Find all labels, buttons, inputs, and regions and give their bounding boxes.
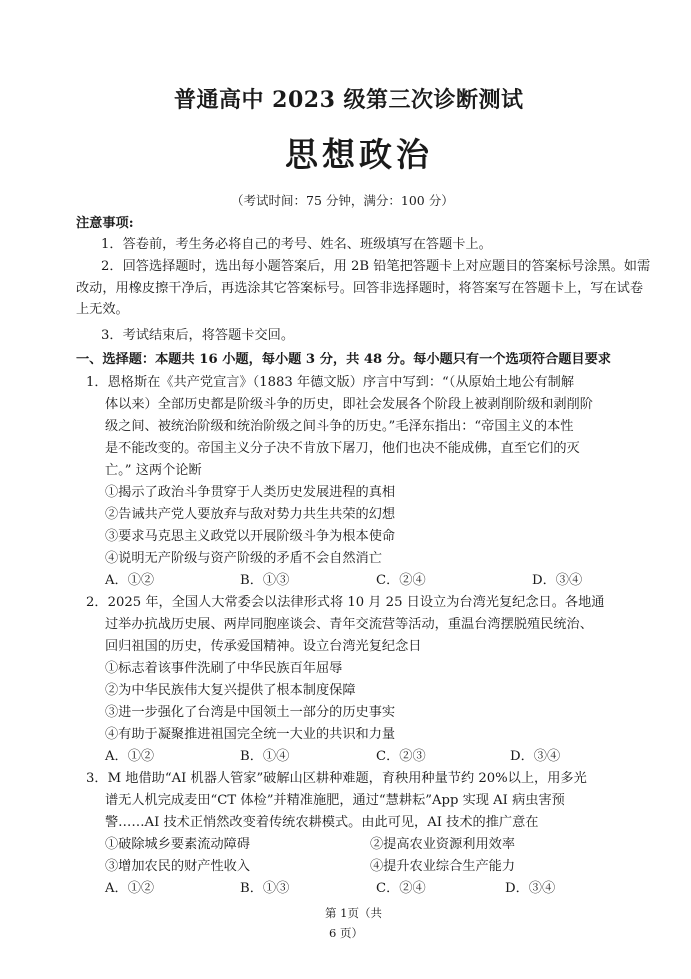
note-line: 改动，用橡皮擦干净后，再选涂其它答案标号。回答非选择题时，将答案写在答题卡上，写在试卷 bbox=[76, 281, 644, 296]
question-stem-line: 回归祖国的历史，传承爱国精神。设立台湾光复纪念日 bbox=[105, 639, 422, 654]
question-item: ④提升农业综合生产能力 bbox=[370, 859, 516, 874]
note-line: 上无效。 bbox=[76, 302, 129, 317]
section-heading: 一、选择题：本题共 16 小题，每小题 3 分，共 48 分。每小题只有一个选项符合题目要求 bbox=[76, 352, 611, 367]
question-stem-line: 1．恩格斯在《共产党宣言》（1883 年德文版）序言中写到：“（从原始土地公有制解 bbox=[86, 375, 575, 390]
answer-option-b[interactable]: B．①④ bbox=[240, 749, 290, 764]
answer-option-d[interactable]: D．③④ bbox=[505, 881, 556, 896]
question-stem-line: 体以来）全部历史都是阶级斗争的历史，即社会发展各个阶段上被剥削阶级和剥削阶 bbox=[105, 397, 593, 412]
answer-option-a[interactable]: A．①② bbox=[105, 881, 155, 896]
question-stem-line: 亡。” 这两个论断 bbox=[105, 463, 202, 478]
question-item: ①揭示了政治斗争贯穿于人类历史发展进程的真相 bbox=[105, 485, 396, 500]
answer-option-c[interactable]: C．②④ bbox=[376, 881, 426, 896]
answer-option-b[interactable]: B．①③ bbox=[240, 881, 290, 896]
answer-option-d[interactable]: D．③④ bbox=[510, 749, 561, 764]
exam-title: 普通高中 2023 级第三次诊断测试 bbox=[174, 87, 524, 113]
answer-option-d[interactable]: D．③④ bbox=[532, 573, 583, 588]
exam-info: （考试时间：75 分钟，满分：100 分） bbox=[231, 193, 454, 208]
note-line: 1．答卷前，考生务必将自己的考号、姓名、班级填写在答题卡上。 bbox=[101, 237, 492, 252]
question-stem-line: 是不能改变的。帝国主义分子决不肯放下屠刀，他们也决不能成佛，直至它们的灭 bbox=[105, 441, 580, 456]
answer-option-a[interactable]: A．①② bbox=[105, 749, 155, 764]
question-item: ②为中华民族伟大复兴提供了根本制度保障 bbox=[105, 683, 356, 698]
question-stem-line: 谱无人机完成麦田“CT 体检”并精准施肥，通过“慧耕耘”App 实现 AI 病虫害预 bbox=[105, 793, 565, 808]
note-line: 3．考试结束后，将答题卡交回。 bbox=[101, 328, 295, 343]
question-item: ③要求马克思主义政党以开展阶级斗争为根本使命 bbox=[105, 529, 396, 544]
question-item: ②提高农业资源利用效率 bbox=[370, 837, 516, 852]
question-item: ③进一步强化了台湾是中国领土一部分的历史事实 bbox=[105, 705, 396, 720]
question-item: ③增加农民的财产性收入 bbox=[105, 859, 251, 874]
question-stem-line: 2．2025 年，全国人大常委会以法律形式将 10 月 25 日设立为台湾光复纪念日。各地通 bbox=[86, 595, 605, 610]
question-item: ④说明无产阶级与资产阶级的矛盾不会自然消亡 bbox=[105, 551, 382, 566]
page-footer-line1: 第 1页（共 bbox=[325, 906, 382, 920]
answer-option-b[interactable]: B．①③ bbox=[240, 573, 290, 588]
question-stem-line: 3．M 地借助“AI 机器人管家”破解山区耕种难题，育秧用种量节约 20%以上，用多光 bbox=[86, 771, 587, 786]
notes-heading: 注意事项: bbox=[76, 216, 134, 231]
question-stem-line: 级之间、被统治阶级和统治阶级之间斗争的历史。”毛泽东指出：“帝国主义的本性 bbox=[105, 419, 574, 434]
question-item: ②告诫共产党人要放弃与敌对势力共生共荣的幻想 bbox=[105, 507, 396, 522]
answer-option-a[interactable]: A．①② bbox=[105, 573, 155, 588]
question-stem-line: 过举办抗战历史展、两岸同胞座谈会、青年交流营等活动，重温台湾摆脱殖民统治、 bbox=[105, 617, 593, 632]
question-stem-line: 警……AI 技术正悄然改变着传统农耕模式。由此可见，AI 技术的推广意在 bbox=[105, 815, 539, 830]
answer-option-c[interactable]: C．②④ bbox=[376, 573, 426, 588]
page-footer-line2: 6 页） bbox=[329, 926, 363, 940]
answer-option-c[interactable]: C．②③ bbox=[376, 749, 426, 764]
question-item: ①破除城乡要素流动障碍 bbox=[105, 837, 251, 852]
subject-title: 思想政治 bbox=[285, 135, 433, 174]
question-item: ①标志着该事件洗刷了中华民族百年屈辱 bbox=[105, 661, 343, 676]
question-item: ④有助于凝聚推进祖国完全统一大业的共识和力量 bbox=[105, 727, 396, 742]
note-line: 2．回答选择题时，选出每小题答案后，用 2B 铅笔把答题卡上对应题目的答案标号涂黑。如需 bbox=[101, 259, 651, 274]
